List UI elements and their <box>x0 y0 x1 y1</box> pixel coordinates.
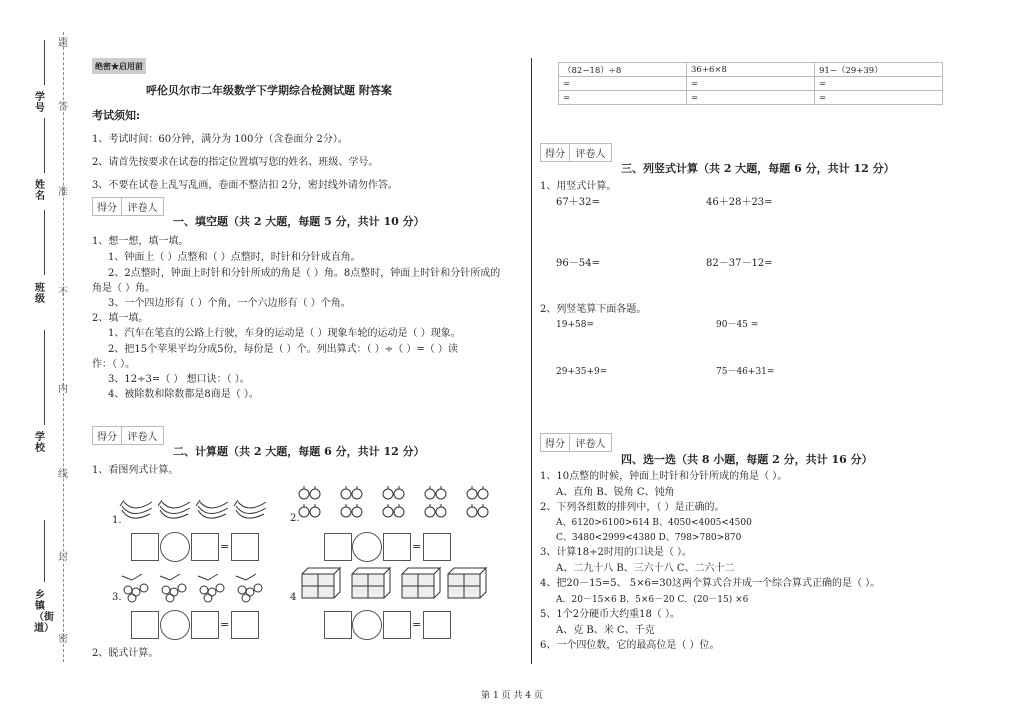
table-row <box>559 63 943 77</box>
grader-cell: 评卷人 <box>575 439 606 450</box>
question-line: 3、12÷3=（ ） 想口诀：（ ）。 <box>108 374 250 385</box>
question-line: 1、用竖式计算。 <box>540 181 617 192</box>
table-cell: = <box>559 91 687 105</box>
table-cell: 91−（29+39） <box>815 63 943 77</box>
option-line: A、直角 B、锐角 C、钝角 <box>556 487 675 498</box>
picture-number: 4 <box>290 592 297 603</box>
name-line <box>44 118 45 173</box>
column-divider <box>531 58 532 664</box>
answer-box[interactable] <box>423 533 451 561</box>
equals-sign: = <box>412 618 422 631</box>
section-1-title: 一、填空题（共 2 大题，每题 5 分，共计 10 分） <box>173 215 425 228</box>
page-footer: 第 1 页 共 4 页 <box>481 691 543 701</box>
score-box <box>92 426 164 445</box>
answer-box[interactable] <box>383 533 411 561</box>
grader-cell: 评卷人 <box>127 432 158 443</box>
problem: 90－45 = <box>716 320 759 330</box>
notice-item: 2、请首先按要求在试卷的指定位置填写您的姓名、班级、学号。 <box>92 157 379 168</box>
class-line <box>44 210 45 275</box>
question-line: 1、想一想，填一填。 <box>92 236 189 247</box>
answer-box[interactable] <box>191 611 219 639</box>
student-id-label: 学号 <box>35 92 45 114</box>
binding-char: 准 <box>58 187 68 198</box>
binding-char: 封 <box>58 552 68 563</box>
option-line: C、3480<2999<4380 D、798>780>870 <box>556 533 742 543</box>
class-label: 班级 <box>35 283 45 305</box>
equals-sign: = <box>220 540 230 553</box>
problem: 46＋28＋23= <box>706 197 773 208</box>
score-box <box>540 433 612 452</box>
answer-box[interactable] <box>191 533 219 561</box>
table-cell: （82−18）÷8 <box>559 63 687 77</box>
secret-stamp: 绝密★启用前 <box>92 58 146 74</box>
answer-box[interactable] <box>423 611 451 639</box>
question-line: 2、2点整时，钟面上时针和分针所成的角是（ ）角。8点整时，钟面上时针和分针所成的 <box>108 268 501 279</box>
table-cell: = <box>559 77 687 91</box>
question-line: 4、被除数和除数都是8商是（ ）。 <box>108 389 259 400</box>
binding-char: 密 <box>58 634 68 645</box>
binding-char: 不 <box>58 287 68 298</box>
binding-char: 内 <box>58 384 68 395</box>
answer-box[interactable] <box>324 533 352 561</box>
banana-picture <box>118 494 270 526</box>
school-line <box>44 330 45 425</box>
question-line: 2、下列各组数的排列中，（ ）是正确的。 <box>540 502 725 513</box>
table-row <box>559 77 943 91</box>
answer-box[interactable] <box>231 533 259 561</box>
equals-sign: = <box>412 540 422 553</box>
section-3-title: 三、列竖式计算（共 2 大题，每题 6 分，共计 12 分） <box>621 162 895 175</box>
table-row <box>559 91 943 105</box>
score-box <box>540 143 612 162</box>
picture-number: 1. <box>112 515 122 526</box>
question-line: 1、钟面上（ ）点整和（ ）点整时，时针和分针成直角。 <box>108 252 361 263</box>
score-cell: 得分 <box>541 144 570 161</box>
question-line: 1、10点整的时候，钟面上时针和分针所成的角是（ ）。 <box>540 471 788 482</box>
question-line: 2、把15个苹果平均分成5份，每份是（ ）个。列出算式：（ ）÷（ ）=（ ）读 <box>108 344 458 355</box>
binding-char: 题 <box>58 38 68 49</box>
problem: 96－54= <box>556 258 600 269</box>
table-cell: = <box>815 91 943 105</box>
answer-box[interactable] <box>324 611 352 639</box>
notice-heading: 考试须知: <box>92 109 141 122</box>
score-cell: 得分 <box>93 198 122 215</box>
question-line: 角是（ ）角。 <box>92 283 156 294</box>
grader-cell: 评卷人 <box>575 149 606 160</box>
operator-circle[interactable] <box>352 532 382 562</box>
section-2-title: 二、计算题（共 2 大题，每题 6 分，共计 12 分） <box>173 445 425 458</box>
notice-item: 1、考试时间：60分钟，满分为 100分（含卷面分 2分）。 <box>92 134 348 145</box>
apple-picture <box>298 486 493 526</box>
table-cell: 36+6×8 <box>687 63 815 77</box>
score-cell: 得分 <box>93 427 122 444</box>
question-line: 1、看图列式计算。 <box>92 465 179 476</box>
question-line: 2、列竖笔算下面各题。 <box>540 304 647 315</box>
score-cell: 得分 <box>541 434 570 451</box>
picture-number: 3. <box>112 592 122 603</box>
answer-box[interactable] <box>383 611 411 639</box>
question-line: 作：（ ）。 <box>92 359 136 370</box>
question-line: 5、1个2分硬币大约重18（ ）。 <box>540 609 680 620</box>
option-line: A、6120>6100>614 B、4050<4005<4500 <box>556 518 752 528</box>
question-line: 2、脱式计算。 <box>92 648 159 659</box>
student-id-line <box>44 40 45 85</box>
table-cell: = <box>687 91 815 105</box>
binding-char: 答 <box>58 102 68 113</box>
school-label: 学校 <box>35 432 45 454</box>
operator-circle[interactable] <box>352 610 382 640</box>
table-cell: = <box>687 77 815 91</box>
township-label: 乡镇（街道） <box>34 590 54 634</box>
question-line: 4、把20－15=5、 5×6=30这两个算式合并成一个综合算式正确的是（ ）。 <box>540 578 881 589</box>
score-box <box>92 197 164 216</box>
operator-circle[interactable] <box>160 532 190 562</box>
question-line: 3、计算18÷2时用的口诀是（ ）。 <box>540 547 693 558</box>
notice-item: 3、不要在试卷上乱写乱画，卷面不整洁扣 2分，密封线外请勿作答。 <box>92 180 398 191</box>
problem: 67＋32= <box>556 197 600 208</box>
picture-number: 2. <box>290 513 300 524</box>
box-picture <box>300 566 490 602</box>
problem: 82－37－12= <box>706 258 773 269</box>
page-title: 呼伦贝尔市二年级数学下学期综合检测试题 附答案 <box>146 84 392 97</box>
option-line: A．20－15×6 B．5×6－20 C．(20－15) ×6 <box>556 595 749 605</box>
problem: 75－46+31= <box>716 367 775 377</box>
option-line: A、二九十八 B、三六十八 C、二六十二 <box>556 563 735 574</box>
operator-circle[interactable] <box>160 610 190 640</box>
option-line: A、克 B、米 C、千克 <box>556 625 655 636</box>
question-line: 3、一个四边形有（ ）个角，一个六边形有（ ）个角。 <box>108 298 351 309</box>
section-4-title: 四、选一选（共 8 小题，每题 2 分，共计 16 分） <box>621 453 873 466</box>
table-cell: = <box>815 77 943 91</box>
cherry-picture <box>120 572 270 604</box>
grader-cell: 评卷人 <box>127 203 158 214</box>
answer-box[interactable] <box>231 611 259 639</box>
calc-table <box>558 62 943 105</box>
question-line: 1、汽车在笔直的公路上行驶，车身的运动是（ ）现象车轮的运动是（ ）现象。 <box>108 328 461 339</box>
township-line <box>44 520 45 582</box>
problem: 19+58= <box>556 320 594 330</box>
binding-char: 线 <box>58 469 68 480</box>
equals-sign: = <box>220 618 230 631</box>
question-line: 6、一个四位数，它的最高位是（ ）位。 <box>540 640 720 651</box>
question-line: 2、填一填。 <box>92 313 149 324</box>
answer-box[interactable] <box>131 611 159 639</box>
binding-line <box>63 32 64 662</box>
name-label: 姓名 <box>35 180 45 202</box>
problem: 29+35+9= <box>556 367 608 377</box>
answer-box[interactable] <box>131 533 159 561</box>
